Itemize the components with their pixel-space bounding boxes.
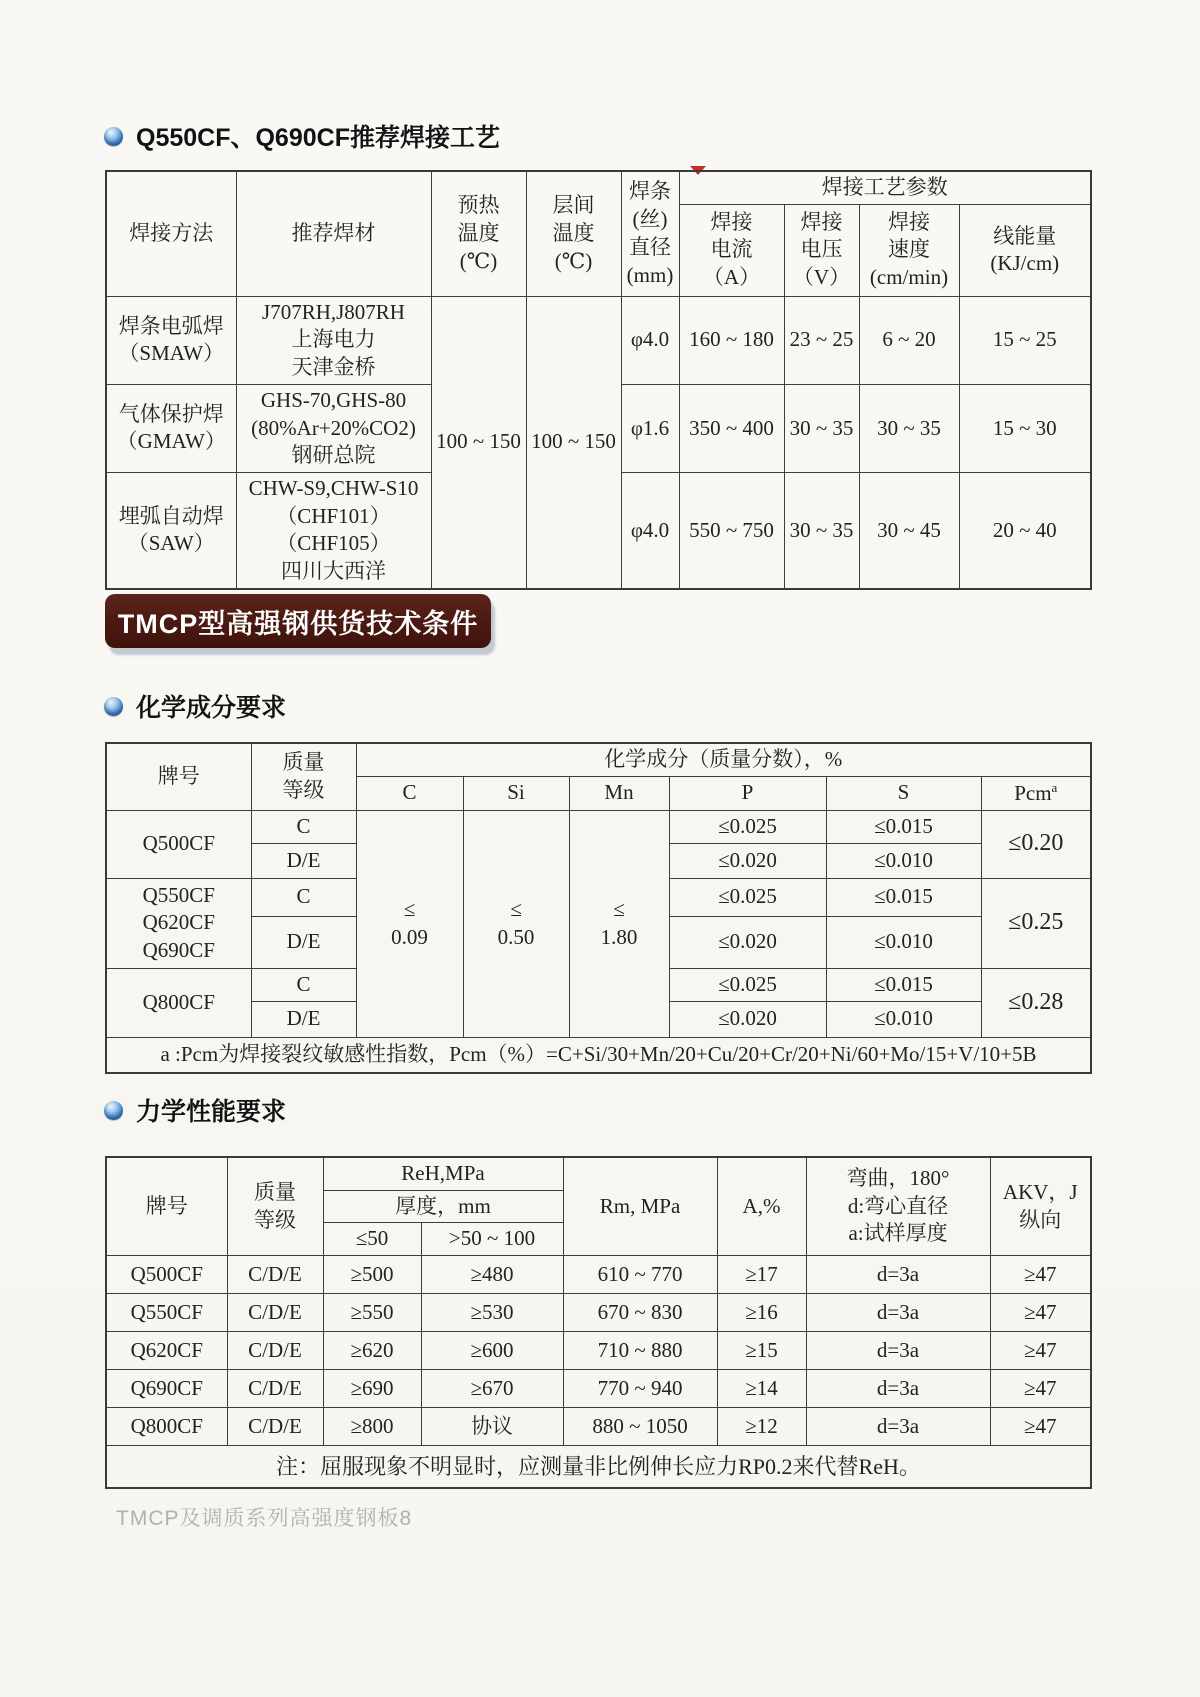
cell-material: CHW-S9,CHW-S10 （CHF101）（CHF105） 四川大西洋 — [236, 473, 431, 589]
col-header-s: S — [826, 776, 981, 810]
cell-grade: Q550CF Q620CF Q690CF — [106, 878, 251, 968]
cell-quality: C/D/E — [227, 1256, 323, 1294]
cell-reh-le50: ≥800 — [323, 1408, 421, 1446]
cell-reh-le50: ≥550 — [323, 1294, 421, 1332]
table-row — [106, 1256, 1091, 1294]
cell-rm: 770 ~ 940 — [563, 1370, 717, 1408]
col-header-a: A,% — [717, 1157, 806, 1256]
mechanics-table — [105, 1156, 1092, 1489]
cell-reh-le50: ≥620 — [323, 1332, 421, 1370]
col-header-quality: 质量 等级 — [251, 743, 356, 810]
cell-speed: 6 ~ 20 — [859, 296, 959, 384]
cell-voltage: 30 ~ 35 — [784, 473, 859, 589]
col-header-rm: Rm, MPa — [563, 1157, 717, 1256]
col-header-reh: ReH,MPa — [323, 1157, 563, 1190]
cell-reh-50-100: ≥600 — [421, 1332, 563, 1370]
cell-heat-input: 15 ~ 30 — [959, 384, 1091, 472]
cell-preheat: 100 ~ 150 — [431, 296, 526, 589]
cell-s: ≤0.015 — [826, 968, 981, 1001]
col-header-interpass: 层间 温度 (℃) — [526, 171, 621, 296]
cell-diameter: φ4.0 — [621, 296, 679, 384]
mechanics-section-heading — [104, 1092, 286, 1128]
col-header-heat-input: 线能量 (KJ/cm) — [959, 204, 1091, 296]
cell-material: J707RH,J807RH 上海电力 天津金桥 — [236, 296, 431, 384]
table-row — [106, 1332, 1091, 1370]
cell-quality: C — [251, 810, 356, 843]
cell-pcma: ≤0.28 — [981, 968, 1091, 1037]
cell-grade: Q550CF — [106, 1294, 227, 1332]
table-row — [106, 1408, 1091, 1446]
cell-diameter: φ4.0 — [621, 473, 679, 589]
welding-section-heading — [104, 118, 500, 154]
cell-reh-50-100: ≥670 — [421, 1370, 563, 1408]
cell-voltage: 23 ~ 25 — [784, 296, 859, 384]
cell-heat-input: 15 ~ 25 — [959, 296, 1091, 384]
col-header-c: C — [356, 776, 463, 810]
cell-a: ≥16 — [717, 1294, 806, 1332]
col-header-grade: 牌号 — [106, 743, 251, 810]
cell-current: 550 ~ 750 — [679, 473, 784, 589]
cell-s: ≤0.010 — [826, 1001, 981, 1037]
cell-si-limit: ≤ 0.50 — [463, 810, 569, 1037]
table-row — [106, 1370, 1091, 1408]
cell-speed: 30 ~ 35 — [859, 384, 959, 472]
cell-quality: C — [251, 968, 356, 1001]
cell-rm: 710 ~ 880 — [563, 1332, 717, 1370]
cell-s: ≤0.010 — [826, 843, 981, 878]
cell-quality: C/D/E — [227, 1332, 323, 1370]
col-header-speed: 焊接 速度 (cm/min) — [859, 204, 959, 296]
cell-rm: 670 ~ 830 — [563, 1294, 717, 1332]
chemistry-table — [105, 742, 1092, 1074]
pcm-superscript: a — [1051, 779, 1058, 795]
cell-bend: d=3a — [806, 1294, 990, 1332]
chemistry-footnote: a :Pcm为焊接裂纹敏感性指数，Pcm（%）=C+Si/30+Mn/20+Cu/20+Cr/20+Ni/60+Mo/15+V/10+5B — [106, 1037, 1091, 1073]
col-header-composition-group: 化学成分（质量分数），% — [356, 743, 1091, 776]
cell-rm: 880 ~ 1050 — [563, 1408, 717, 1446]
col-header-diameter: 焊条 (丝) 直径 (mm) — [621, 171, 679, 296]
cell-p: ≤0.020 — [669, 843, 826, 878]
cell-s: ≤0.015 — [826, 878, 981, 916]
cell-heat-input: 20 ~ 40 — [959, 473, 1091, 589]
cell-method: 焊条电弧焊 （SMAW） — [106, 296, 236, 384]
table-row — [106, 810, 1091, 843]
blue-bullet-icon — [104, 1101, 123, 1120]
col-header-akv: AKV，J 纵向 — [990, 1157, 1091, 1256]
table-row — [106, 1037, 1091, 1073]
cell-speed: 30 ~ 45 — [859, 473, 959, 589]
cell-akv: ≥47 — [990, 1256, 1091, 1294]
cell-pcma: ≤0.20 — [981, 810, 1091, 878]
col-header-method: 焊接方法 — [106, 171, 236, 296]
col-header-quality: 质量 等级 — [227, 1157, 323, 1256]
cell-a: ≥12 — [717, 1408, 806, 1446]
chemistry-section-heading — [104, 688, 286, 724]
cell-reh-50-100: 协议 — [421, 1408, 563, 1446]
col-header-bend: 弯曲，180° d:弯心直径 a:试样厚度 — [806, 1157, 990, 1256]
blue-bullet-icon — [104, 127, 123, 146]
banner-label: TMCP型高强钢供货技术条件 — [117, 608, 479, 639]
cell-akv: ≥47 — [990, 1332, 1091, 1370]
col-header-current: 焊接 电流 （A） — [679, 204, 784, 296]
cell-p: ≤0.020 — [669, 1001, 826, 1037]
table-row — [106, 1446, 1091, 1488]
cell-quality: C — [251, 878, 356, 916]
col-header-thickness-50-100: >50 ~ 100 — [421, 1223, 563, 1256]
cell-interpass: 100 ~ 150 — [526, 296, 621, 589]
col-header-thickness-le50: ≤50 — [323, 1223, 421, 1256]
col-header-voltage: 焊接 电压 （V） — [784, 204, 859, 296]
cell-p: ≤0.025 — [669, 968, 826, 1001]
blue-bullet-icon — [104, 697, 123, 716]
cell-bend: d=3a — [806, 1332, 990, 1370]
cell-bend: d=3a — [806, 1256, 990, 1294]
cell-c-limit: ≤ 0.09 — [356, 810, 463, 1037]
cell-grade: Q800CF — [106, 1408, 227, 1446]
col-header-mn: Mn — [569, 776, 669, 810]
cell-grade: Q500CF — [106, 810, 251, 878]
cell-a: ≥15 — [717, 1332, 806, 1370]
cell-grade: Q500CF — [106, 1256, 227, 1294]
table-row — [106, 1294, 1091, 1332]
cell-pcma: ≤0.25 — [981, 878, 1091, 968]
cell-method: 气体保护焊 （GMAW） — [106, 384, 236, 472]
welding-table — [105, 170, 1092, 590]
cell-bend: d=3a — [806, 1370, 990, 1408]
cell-reh-50-100: ≥480 — [421, 1256, 563, 1294]
cell-quality: C/D/E — [227, 1370, 323, 1408]
cell-current: 160 ~ 180 — [679, 296, 784, 384]
cell-material: GHS-70,GHS-80 (80%Ar+20%CO2) 钢研总院 — [236, 384, 431, 472]
mechanics-note: 注：屈服现象不明显时，应测量非比例伸长应力RP0.2来代替ReH。 — [106, 1446, 1091, 1488]
cell-a: ≥17 — [717, 1256, 806, 1294]
cell-p: ≤0.020 — [669, 916, 826, 968]
col-header-params-group: 焊接工艺参数 — [679, 171, 1091, 204]
cell-mn-limit: ≤ 1.80 — [569, 810, 669, 1037]
cell-current: 350 ~ 400 — [679, 384, 784, 472]
cell-diameter: φ1.6 — [621, 384, 679, 472]
col-header-p: P — [669, 776, 826, 810]
col-header-pcma: Pcm$^a$ — [981, 776, 1091, 810]
cell-p: ≤0.025 — [669, 810, 826, 843]
cell-s: ≤0.010 — [826, 916, 981, 968]
cell-quality: D/E — [251, 1001, 356, 1037]
col-header-preheat: 预热 温度 (℃) — [431, 171, 526, 296]
table-row — [106, 1157, 1091, 1190]
cell-quality: D/E — [251, 843, 356, 878]
cell-method: 埋弧自动焊 （SAW） — [106, 473, 236, 589]
cell-quality: D/E — [251, 916, 356, 968]
cell-s: ≤0.015 — [826, 810, 981, 843]
cell-reh-le50: ≥690 — [323, 1370, 421, 1408]
cell-akv: ≥47 — [990, 1294, 1091, 1332]
cell-grade: Q690CF — [106, 1370, 227, 1408]
cell-grade: Q800CF — [106, 968, 251, 1037]
col-header-thickness: 厚度，mm — [323, 1190, 563, 1223]
col-header-material: 推荐焊材 — [236, 171, 431, 296]
cell-reh-50-100: ≥530 — [421, 1294, 563, 1332]
table-row — [106, 296, 1091, 384]
cell-reh-le50: ≥500 — [323, 1256, 421, 1294]
section-title: 力学性能要求 — [136, 1098, 287, 1126]
cell-bend: d=3a — [806, 1408, 990, 1446]
cell-voltage: 30 ~ 35 — [784, 384, 859, 472]
cell-akv: ≥47 — [990, 1408, 1091, 1446]
cell-a: ≥14 — [717, 1370, 806, 1408]
cell-rm: 610 ~ 770 — [563, 1256, 717, 1294]
tmcp-banner — [105, 594, 491, 648]
cell-p: ≤0.025 — [669, 878, 826, 916]
section-title: Q550CF、Q690CF推荐焊接工艺 — [136, 124, 500, 152]
page-footer: TMCP及调质系列高强度钢板8 — [116, 1507, 413, 1530]
cell-akv: ≥47 — [990, 1370, 1091, 1408]
cell-grade: Q620CF — [106, 1332, 227, 1370]
table-row — [106, 743, 1091, 776]
cell-quality: C/D/E — [227, 1408, 323, 1446]
cell-quality: C/D/E — [227, 1294, 323, 1332]
table-row — [106, 171, 1091, 204]
col-header-si: Si — [463, 776, 569, 810]
section-title: 化学成分要求 — [136, 694, 287, 722]
col-header-grade: 牌号 — [106, 1157, 227, 1256]
